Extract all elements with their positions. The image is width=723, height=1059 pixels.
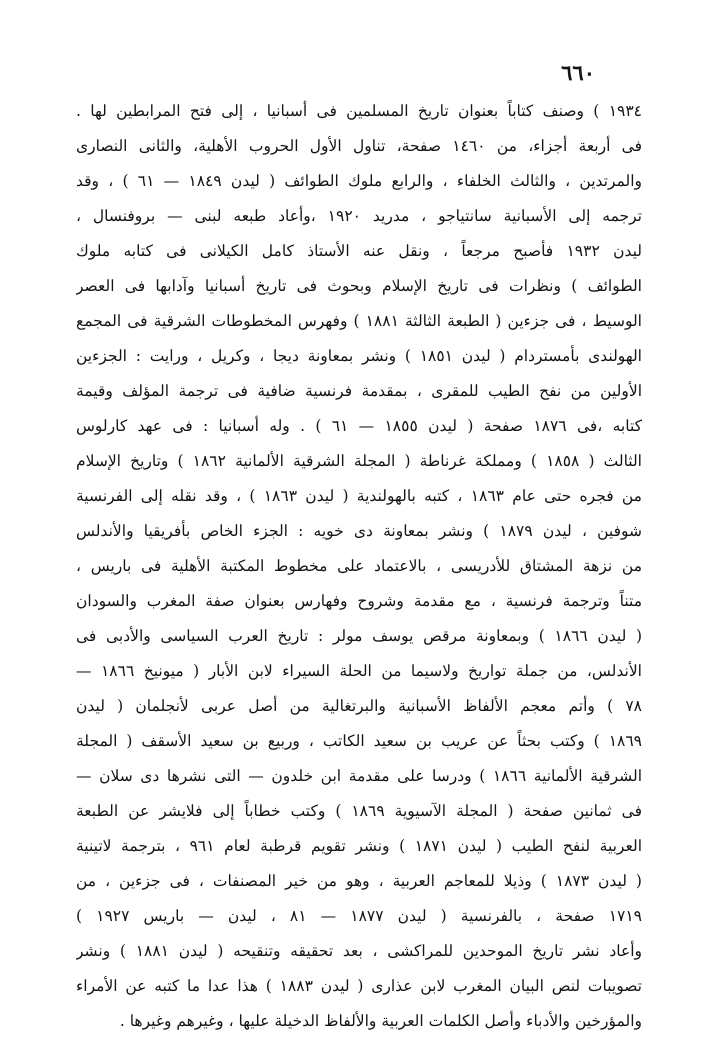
text-line: فى أربعة أجزاء، من ١٤٦٠ صفحة، تناول الأول الحروب الأهلية، والثانى النصارى xyxy=(76,137,642,155)
text-line: الوسيط ، فى جزءين ( الطبعة الثالثة ١٨٨١ ) وفهرس المخطوطات الشرقية فى المجمع xyxy=(76,312,642,330)
text-line: فى ثمانين صفحة ( المجلة الآسيوية ١٨٦٩ ) وكتب خطاباً إلى فلايشر عن الطبعة xyxy=(76,802,642,820)
text-line: ليدن ١٩٣٢ فأصبح مرجعاً ، ونقل عنه الأستاذ كامل الكيلانى فى كتابه ملوك xyxy=(76,242,642,260)
text-line: ١٩٣٤ ) وصنف كتاباً بعنوان تاريخ المسلمين فى أسبانيا ، إلى فتح المرابطين لها . xyxy=(76,102,642,120)
text-line: تصويبات لنص البيان المغرب لابن عذارى ( ليدن ١٨٨٣ ) هذا عدا ما كتبه عن الأمراء xyxy=(76,977,642,995)
text-line: والمرتدين ، والثالث الخلفاء ، والرابع ملوك الطوائف ( ليدن ١٨٤٩ — ٦١ ) ، وقد xyxy=(76,172,642,190)
text-line: الشرقية الألمانية ١٨٦٦ ) ودرسا على مقدمة ابن خلدون — التى نشرها دى سلان — xyxy=(76,767,642,785)
text-line: من نزهة المشتاق للأدريسى ، بالاعتماد على مخطوط المكتبة الأهلية فى باريس ، xyxy=(76,557,642,575)
text-line: الهولندى بأمستردام ( ليدن ١٨٥١ ) ونشر بمعاونة ديجا ، وكريل ، ورايت : الجزءين xyxy=(76,347,642,365)
text-line: شوفين ، ليدن ١٨٧٩ ) ونشر بمعاونة دى خويه : الجزء الخاص بأفريقيا والأندلس xyxy=(76,522,642,540)
text-line: ( ليدن ١٨٦٦ ) وبمعاونة مرقص يوسف مولر : تاريخ العرب السياسى والأدبى فى xyxy=(76,627,642,645)
text-line: ١٨٦٩ ) وكتب بحثاً عن عريب بن سعيد الكاتب ، وربيع بن سعيد الأسقف ( المجلة xyxy=(76,732,642,750)
body-text xyxy=(76,94,642,1039)
text-line: ١٧١٩ صفحة ، بالفرنسية ( ليدن ١٨٧٧ — ٨١ ، ليدن — باريس ١٩٢٧ ) xyxy=(76,907,642,925)
text-line: متناً وترجمة فرنسية ، مع مقدمة وشروح وفهارس بعنوان صفة المغرب والسودان xyxy=(76,592,642,610)
text-line: الطوائف ) ونظرات فى تاريخ الإسلام وبحوث فى تاريخ أسبانيا وآدابها فى العصر xyxy=(76,277,642,295)
text-line: كتابه ،فى ١٨٧٦ صفحة ( ليدن ١٨٥٥ — ٦١ ) . وله أسبانيا : فى عهد كارلوس xyxy=(76,417,642,435)
text-line: الثالث ( ١٨٥٨ ) ومملكة غرناطة ( المجلة الشرقية الألمانية ١٨٦٢ ) وتاريخ الإسلام xyxy=(76,452,642,470)
text-line: ترجمه إلى الأسبانية سانتياجو ، مدريد ١٩٢٠ ،وأعاد طبعه لبنى — بروفنسال ، xyxy=(76,207,642,225)
text-line: وأعاد نشر تاريخ الموحدين للمراكشى ، بعد تحقيقه وتنقيحه ( ليدن ١٨٨١ ) ونشر xyxy=(76,942,642,960)
page-number: ٦٦٠ xyxy=(561,60,595,85)
text-line: الأندلس، من جملة تواريخ ولاسيما من الحلة السيراء لابن الأبار ( ميونيخ ١٨٦٦ — xyxy=(76,662,642,680)
text-line: من فجره حتى عام ١٨٦٣ ، كتبه بالهولندية ( ليدن ١٨٦٣ ) ، وقد نقله إلى الفرنسية xyxy=(76,487,642,505)
text-line: ٧٨ ) وأتم معجم الألفاظ الأسبانية والبرتغالية من أصل عربى لأنجلمان ( ليدن xyxy=(76,697,642,715)
text-line: الأولين من نفح الطيب للمقرى ، بمقدمة فرنسية ضافية فى ترجمة المؤلف وقيمة xyxy=(76,382,642,400)
text-line: ( ليدن ١٨٧٣ ) وذيلا للمعاجم العربية ، وهو من خير المصنفات ، فى جزءين ، من xyxy=(76,872,642,890)
text-line: العربية لنفح الطيب ( ليدن ١٨٧١ ) ونشر تقويم قرطبة لعام ٩٦١ ، بترجمة لاتينية xyxy=(76,837,642,855)
text-line: والمؤرخين والأدباء وأصل الكلمات العربية والألفاظ الدخيلة عليها ، وغيرهم وغيرها . xyxy=(119,1012,642,1030)
